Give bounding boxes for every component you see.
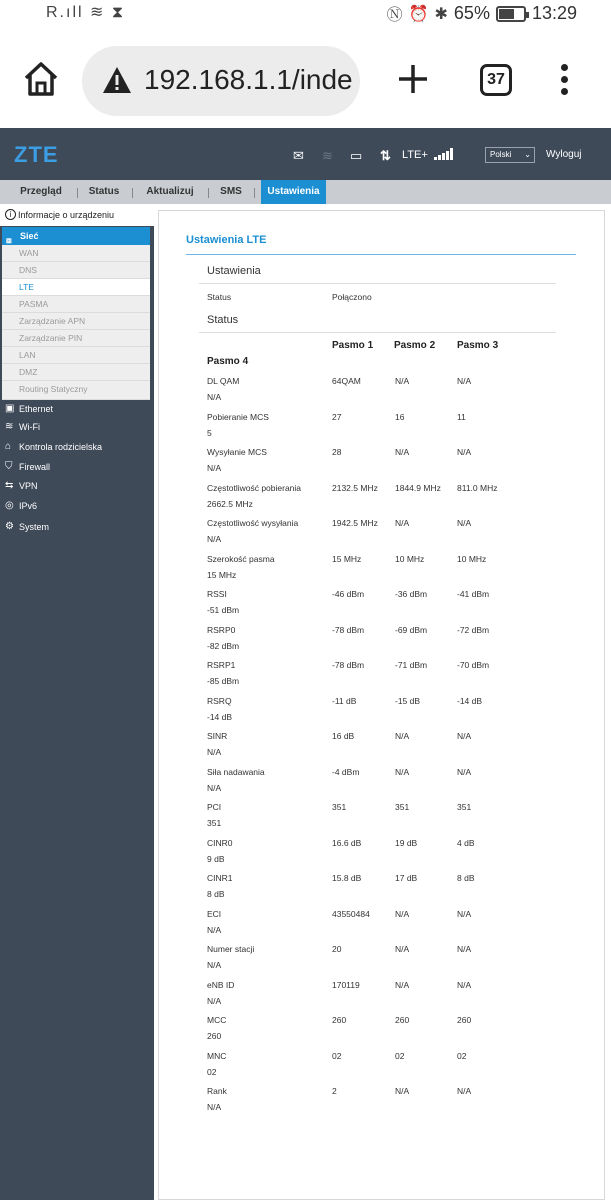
- nfc-icon: Ⓝ: [386, 7, 403, 24]
- table-row-label: RSRQ: [207, 695, 232, 706]
- status-right-group: [387, 2, 577, 25]
- tab-switcher-button[interactable]: 37: [480, 64, 512, 96]
- section-divider: [199, 283, 556, 284]
- logout-link[interactable]: Wyloguj: [546, 149, 582, 160]
- table-row-label: Pobieranie MCS: [207, 411, 269, 422]
- table-cell-band1: 260: [332, 1015, 347, 1025]
- table-cell-band2: -15 dB: [395, 695, 421, 706]
- table-cell-band3: 11: [457, 411, 466, 422]
- sidebar-sub-dmz[interactable]: DMZ: [2, 364, 150, 381]
- url-text[interactable]: 192.168.1.1/inde: [144, 64, 353, 95]
- table-cell-band2: N/A: [395, 979, 410, 990]
- table-cell-band1: 16.6 dB: [332, 837, 362, 848]
- table-cell-band3: 8 dB: [457, 873, 475, 883]
- table-cell-band2: N/A: [395, 944, 410, 954]
- table-cell-band1: -11 dB: [332, 695, 357, 706]
- table-cell-band3: 10 MHz: [457, 553, 487, 564]
- section-divider: [199, 332, 556, 333]
- sidebar-item-vpn[interactable]: [0, 477, 154, 495]
- table-cell-band2: N/A: [395, 766, 410, 777]
- sim-card-icon: ▭: [350, 148, 363, 163]
- zte-logo: ZTE: [14, 142, 59, 167]
- sidebar-item-device-info[interactable]: [0, 204, 154, 226]
- table-cell-band4: N/A: [207, 960, 222, 970]
- wifi-icon: ≋: [5, 421, 14, 432]
- table-row-label: SINR: [207, 731, 228, 741]
- table-cell-band2: N/A: [395, 908, 410, 919]
- sidebar-sub-wan[interactable]: WAN: [2, 245, 150, 262]
- table-cell-band1: 64QAM: [332, 376, 361, 386]
- globe-icon: ◎: [5, 500, 14, 511]
- table-cell-band2: 10 MHz: [395, 553, 425, 564]
- tab-sms[interactable]: SMS: [220, 186, 242, 197]
- shield-icon: ⛉: [5, 461, 13, 472]
- sidebar-item-label: Wi-Fi: [19, 422, 40, 432]
- table-cell-band2: 16: [395, 411, 405, 422]
- table-row-label: Siła nadawania: [207, 766, 265, 777]
- table-cell-band2: N/A: [395, 518, 410, 528]
- battery-fill: [499, 9, 514, 19]
- table-cell-band4: 351: [207, 818, 222, 828]
- table-cell-band3: 811.0 MHz: [457, 482, 498, 493]
- system-status-bar: [0, 0, 611, 26]
- network-icon: ⧈: [6, 235, 12, 245]
- browser-toolbar: [0, 30, 611, 130]
- sidebar-item-network[interactable]: [2, 227, 150, 245]
- language-value: Polski: [490, 150, 512, 159]
- sidebar-sub-pin[interactable]: Zarządzanie PIN: [2, 330, 150, 347]
- table-row-label: MNC: [207, 1050, 227, 1061]
- table-cell-band3: -14 dB: [457, 695, 483, 706]
- table-row-label: Wysyłanie MCS: [207, 447, 267, 457]
- sidebar-item-firewall[interactable]: [0, 458, 154, 476]
- signal-strength-icon: [434, 148, 454, 160]
- sidebar-item-label: Ethernet: [19, 404, 54, 414]
- sidebar-sub-routing[interactable]: Routing Statyczny: [2, 381, 150, 400]
- router-header: [0, 128, 611, 180]
- table-cell-band4: 02: [207, 1066, 217, 1077]
- table-cell-band2: 351: [395, 802, 410, 812]
- info-icon: i: [5, 209, 16, 220]
- table-cell-band1: 15.8 dB: [332, 873, 362, 883]
- table-cell-band2: N/A: [395, 376, 410, 386]
- table-cell-band4: 15 MHz: [207, 569, 237, 580]
- sidebar-sub-lte[interactable]: LTE: [2, 279, 150, 296]
- table-cell-band1: -46 dBm: [332, 589, 365, 599]
- table-cell-band1: 2132.5 MHz: [332, 482, 378, 493]
- main-nav: [0, 180, 611, 204]
- table-cell-band1: 351: [332, 802, 347, 812]
- sidebar-sub-lan[interactable]: LAN: [2, 347, 150, 364]
- column-header-band3: Pasmo 3: [457, 340, 499, 351]
- table-cell-band1: 16 dB: [332, 731, 355, 741]
- table-cell-band3: N/A: [457, 766, 472, 777]
- sidebar-item-ethernet[interactable]: [0, 400, 154, 418]
- chevron-down-icon: ⌄: [524, 150, 531, 159]
- home-button[interactable]: [22, 60, 60, 98]
- sidebar-item-system[interactable]: [0, 518, 154, 536]
- alarm-icon: ⏰: [408, 5, 429, 23]
- table-cell-band4: -14 dB: [207, 711, 233, 722]
- table-row-label: eNB ID: [207, 979, 235, 990]
- vpn-icon: ⇆: [5, 480, 14, 491]
- table-cell-band3: -72 dBm: [457, 624, 490, 635]
- table-cell-band4: N/A: [207, 1102, 222, 1112]
- plus-icon: [396, 62, 430, 96]
- table-cell-band4: N/A: [207, 534, 222, 544]
- table-row-label: MCC: [207, 1015, 227, 1025]
- table-cell-band1: 28: [332, 447, 342, 457]
- settings-sidebar: [0, 204, 154, 1200]
- sidebar-item-label: VPN: [19, 481, 38, 491]
- sidebar-item-label: Informacje o urządzeniu: [18, 210, 115, 220]
- table-cell-band3: N/A: [457, 376, 472, 386]
- table-cell-band4: 8 dB: [207, 889, 225, 899]
- table-cell-band2: -71 dBm: [395, 660, 428, 670]
- table-row-label: DL QAM: [207, 376, 240, 386]
- table-cell-band3: 4 dB: [457, 837, 475, 848]
- data-transfer-icon: ⇅: [380, 148, 391, 163]
- table-cell-band4: -51 dBm: [207, 605, 240, 615]
- table-cell-band1: 170119: [332, 979, 360, 990]
- sidebar-sub-apn[interactable]: Zarządzanie APN: [2, 313, 150, 330]
- sidebar-item-label: Firewall: [19, 462, 51, 472]
- table-cell-band1: 15 MHz: [332, 553, 362, 564]
- table-cell-band1: 1942.5 MHz: [332, 518, 378, 528]
- table-row-label: RSRP0: [207, 624, 236, 635]
- settings-heading: Ustawienia: [207, 265, 261, 277]
- sidebar-item-label: Kontrola rodzicielska: [19, 442, 103, 452]
- table-cell-band4: 9 dB: [207, 853, 225, 864]
- table-cell-band2: 17 dB: [395, 873, 418, 883]
- table-cell-band3: N/A: [457, 518, 472, 528]
- table-cell-band4: N/A: [207, 995, 222, 1006]
- table-cell-band3: N/A: [457, 731, 472, 741]
- table-cell-band1: 02: [332, 1050, 342, 1061]
- table-cell-band4: 2662.5 MHz: [207, 498, 253, 509]
- table-cell-band4: 260: [207, 1031, 222, 1041]
- table-cell-band3: N/A: [457, 908, 472, 919]
- table-cell-band2: 1844.9 MHz: [395, 482, 441, 493]
- table-cell-band3: N/A: [457, 979, 472, 990]
- sidebar-item-label: System: [19, 522, 50, 532]
- tab-aktualizuj[interactable]: Aktualizuj: [146, 186, 194, 197]
- tab-ustawienia[interactable]: Ustawienia: [261, 180, 326, 204]
- table-cell-band3: N/A: [457, 1086, 472, 1096]
- sidebar-item-parental[interactable]: [0, 438, 154, 456]
- table-cell-band4: N/A: [207, 392, 222, 402]
- sidebar-item-label: Sieć: [20, 231, 39, 241]
- table-row-label: Numer stacji: [207, 944, 255, 954]
- network-type: LTE+: [402, 149, 428, 161]
- table-cell-band4: N/A: [207, 747, 222, 757]
- tab-przeglad[interactable]: Przegląd: [20, 186, 62, 197]
- table-cell-band2: -36 dBm: [395, 589, 428, 599]
- network-status-icons: R.ıll ≋ ⧗: [46, 4, 126, 21]
- status-value: Połączono: [332, 292, 372, 302]
- table-cell-band1: 20: [332, 944, 342, 954]
- table-cell-band1: 27: [332, 411, 342, 422]
- sidebar-sub-dns[interactable]: DNS: [2, 262, 150, 279]
- sidebar-item-ipv6[interactable]: [0, 497, 154, 515]
- wifi-icon: ≋: [322, 148, 333, 163]
- page-title: Ustawienia LTE: [186, 234, 267, 246]
- table-row-label: Częstotliwość wysyłania: [207, 518, 299, 528]
- table-cell-band4: -82 dBm: [207, 640, 240, 651]
- column-header-band1: Pasmo 1: [332, 340, 374, 351]
- language-select[interactable]: [485, 147, 535, 163]
- table-cell-band2: -69 dBm: [395, 624, 428, 635]
- table-cell-band4: 5: [207, 427, 212, 438]
- column-header-band4: Pasmo 4: [207, 356, 249, 367]
- status-heading: Status: [207, 314, 239, 326]
- sms-envelope-icon[interactable]: ✉: [293, 148, 304, 163]
- table-cell-band2: 19 dB: [395, 837, 418, 848]
- table-cell-band3: N/A: [457, 944, 472, 954]
- table-cell-band1: -4 dBm: [332, 766, 360, 777]
- table-cell-band2: N/A: [395, 731, 410, 741]
- table-row-label: CINR0: [207, 837, 233, 848]
- table-row-label: Szerokość pasma: [207, 553, 275, 564]
- battery-percent: 65%: [453, 3, 490, 23]
- warning-icon[interactable]: [102, 66, 132, 94]
- sidebar-item-wifi[interactable]: [0, 418, 154, 436]
- table-cell-band3: 351: [457, 802, 472, 812]
- table-row-label: ECI: [207, 908, 222, 919]
- tab-status[interactable]: Status: [88, 186, 120, 197]
- table-cell-band3: N/A: [457, 447, 472, 457]
- table-cell-band4: N/A: [207, 782, 222, 793]
- status-label: Status: [207, 292, 232, 302]
- sidebar-item-label: IPv6: [19, 501, 38, 511]
- house-lock-icon: ⌂: [5, 441, 12, 452]
- table-row-label: RSRP1: [207, 660, 236, 670]
- table-cell-band2: N/A: [395, 447, 410, 457]
- bluetooth-icon: ✱: [434, 5, 448, 23]
- title-divider: [186, 254, 576, 255]
- new-tab-button[interactable]: [396, 62, 430, 96]
- table-cell-band4: N/A: [207, 463, 222, 473]
- table-cell-band3: -41 dBm: [457, 589, 490, 599]
- home-icon: [22, 60, 60, 98]
- table-cell-band2: 02: [395, 1050, 405, 1061]
- table-cell-band1: -78 dBm: [332, 624, 365, 635]
- table-row-label: PCI: [207, 802, 222, 812]
- address-bar[interactable]: [82, 46, 360, 116]
- table-row-label: RSSI: [207, 589, 227, 599]
- table-cell-band4: -85 dBm: [207, 676, 240, 686]
- gear-icon: ⚙: [5, 521, 14, 532]
- table-cell-band2: N/A: [395, 1086, 410, 1096]
- content-panel: [158, 210, 605, 1200]
- table-cell-band3: 02: [457, 1050, 467, 1061]
- browser-menu-button[interactable]: [556, 64, 572, 98]
- column-header-band2: Pasmo 2: [394, 340, 436, 351]
- table-cell-band4: N/A: [207, 924, 222, 935]
- table-row-label: CINR1: [207, 873, 233, 883]
- table-cell-band2: 260: [395, 1015, 410, 1025]
- table-cell-band1: -78 dBm: [332, 660, 365, 670]
- table-row-label: Częstotliwość pobierania: [207, 482, 302, 493]
- table-cell-band3: 260: [457, 1015, 472, 1025]
- table-cell-band3: -70 dBm: [457, 660, 490, 670]
- sidebar-sub-pasma[interactable]: PASMA: [2, 296, 150, 313]
- table-cell-band1: 43550484: [332, 908, 370, 919]
- table-row-label: Rank: [207, 1086, 227, 1096]
- battery-icon: [496, 6, 526, 22]
- ethernet-icon: ▣: [5, 403, 15, 414]
- clock: 13:29: [531, 3, 577, 23]
- table-cell-band1: 2: [332, 1086, 337, 1096]
